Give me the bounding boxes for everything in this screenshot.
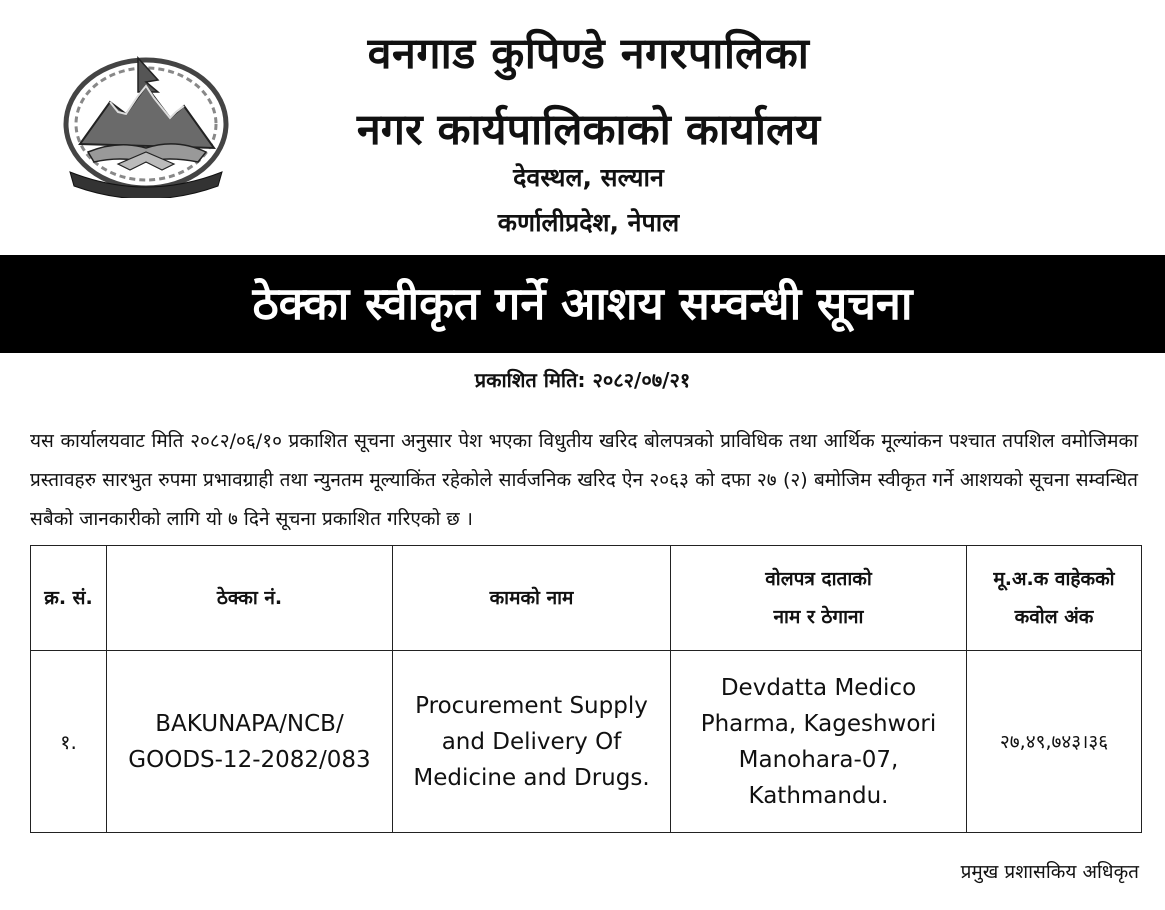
cell-sn: १.	[31, 651, 107, 833]
cell-amount: २७,४९,७४३।३६	[967, 651, 1142, 833]
cell-contract-no: BAKUNAPA/NCB/ GOODS-12-2082/083	[107, 651, 393, 833]
office-name: नगर कार्यपालिकाको कार्यालय	[356, 105, 821, 155]
header-bidder: वोलपत्र दाताको नाम र ठेगाना	[671, 546, 967, 651]
notice-body: यस कार्यालयवाट मिति २०८२/०६/१० प्रकाशित सूचना अनुसार पेश भएका विधुतीय खरिद बोलपत्रको प्राविधिक तथा आर्थिक मूल्यांकन पश्चात तपशिल वमोजिमका प्रस्तावहरु सारभुत रुपमा प्रभावग्राही तथा न्युनतम मूल्याकिंत रहेकोले सार्वजनिक खरिद ऐन २०६३ को दफा २७ (२) बमोजिम स्वीकृत गर्ने आशयको सूचना सम्वन्धित सबैको जानकारीको लागि यो ७ दिने सूचना प्रकाशित गरिएको छ ।	[30, 430, 1138, 530]
letterhead	[0, 0, 1165, 255]
notice-title: ठेक्का स्वीकृत गर्ने आशय सम्वन्धी सूचना	[252, 277, 913, 330]
contract-table	[30, 545, 1142, 833]
cell-work-name: Procurement Supply and Delivery Of Medicine and Drugs.	[393, 651, 671, 833]
table-header-row	[31, 546, 1142, 651]
org-name: वनगाड कुपिण्डे नगरपालिका	[367, 29, 810, 79]
header-work-name: कामको नाम	[393, 546, 671, 651]
address-line-1: देवस्थल, सल्यान	[513, 163, 664, 192]
cell-bidder: Devdatta Medico Pharma, Kageshwori Manohara-07, Kathmandu.	[671, 651, 967, 833]
published-date: प्रकाशित मिति: २०८२/०७/२१	[474, 368, 691, 392]
table-row	[31, 651, 1142, 833]
signature-title: प्रमुख प्रशासकिय अधिकृत	[960, 861, 1139, 883]
address-line-2: कर्णालीप्रदेश, नेपाल	[497, 208, 680, 237]
header-amount: मू.अ.क वाहेकको कवोल अंक	[967, 546, 1142, 651]
notice-title-banner	[0, 255, 1165, 353]
header-contract-no: ठेक्का नं.	[107, 546, 393, 651]
header-sn: क्र. सं.	[31, 546, 107, 651]
